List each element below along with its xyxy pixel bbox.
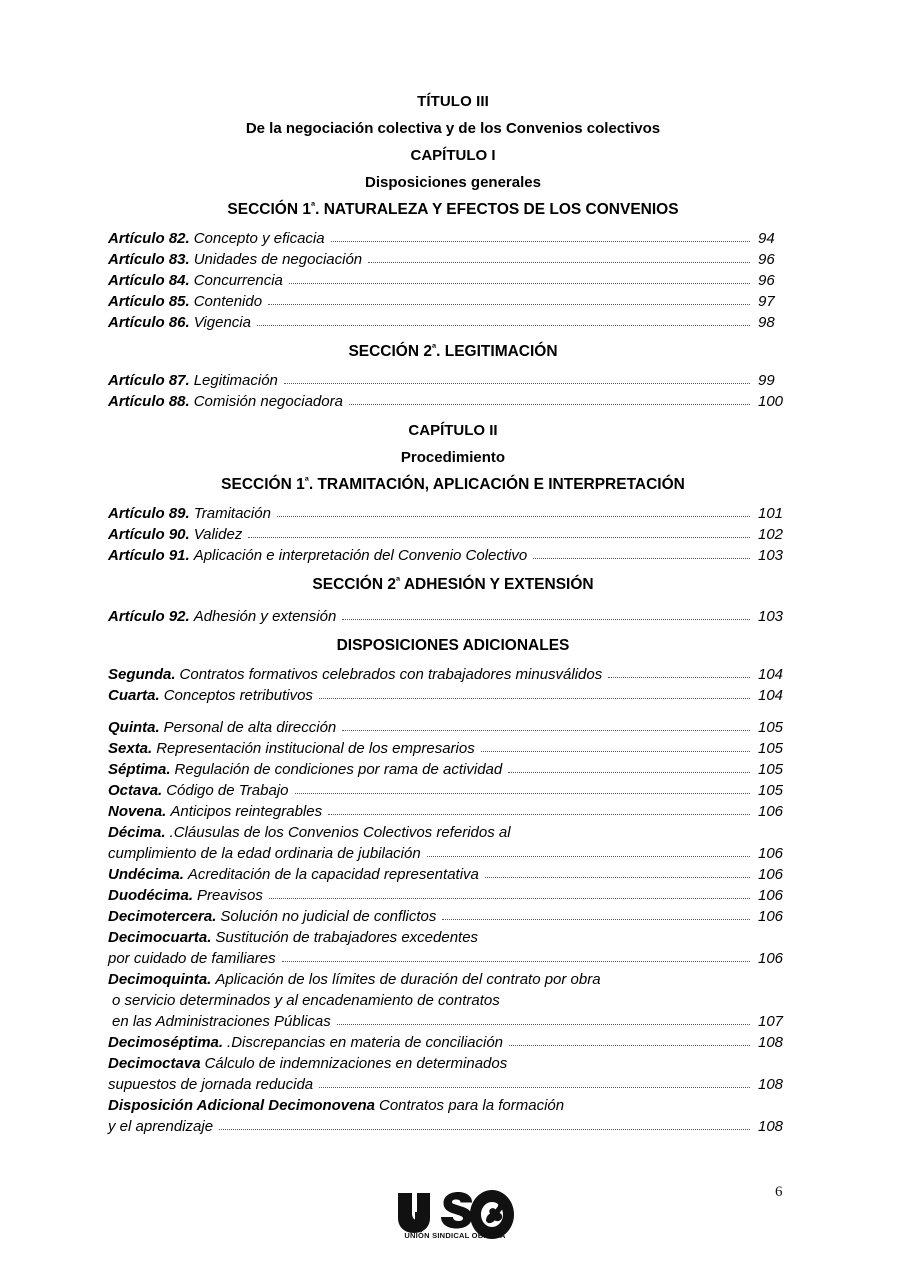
toc-entry-line: [108, 1011, 798, 1032]
entry-page-number: 108: [758, 1034, 784, 1051]
toc-entry-line: [108, 948, 798, 969]
entry-description: Conceptos retributivos: [163, 687, 313, 704]
entry-group-segunda-cuarta: [108, 664, 798, 706]
entry-description-line-1: .Cláusulas de los Convenios Colectivos referidos al: [169, 824, 511, 841]
uso-logo-mark: [396, 1190, 514, 1240]
toc-entry[interactable]: [108, 717, 798, 738]
toc-entry-decimoctava[interactable]: [108, 1053, 798, 1095]
entry-label: Artículo 88.: [108, 393, 190, 410]
toc-entry[interactable]: [108, 780, 798, 801]
chapter-1-subheading: Disposiciones generales: [365, 174, 541, 191]
entry-label: Octava.: [108, 782, 163, 799]
entry-page-number: 96: [758, 272, 775, 289]
entry-description-line-2: y el aprendizaje: [108, 1118, 214, 1135]
entry-label: Disposición Adicional Decimonovena: [108, 1097, 375, 1114]
chapter-2-heading: CAPÍTULO II: [408, 422, 498, 439]
dot-leader: [328, 801, 750, 816]
entry-page-number: 103: [758, 608, 784, 625]
entry-page-number: 103: [758, 547, 784, 564]
dot-leader: [282, 948, 750, 963]
entry-label: Artículo 87.: [108, 372, 190, 389]
entry-description: Validez: [193, 526, 243, 543]
toc-entry[interactable]: [108, 906, 798, 927]
dot-leader: [485, 864, 750, 879]
toc-entry-line: [108, 1095, 798, 1116]
entry-page-number: 108: [758, 1076, 784, 1093]
entry-page-number: 105: [758, 740, 784, 757]
dot-leader: [277, 503, 750, 518]
section-rest: . TRAMITACIÓN, APLICACIÓN E INTERPRETACIÓN: [308, 476, 685, 493]
dot-leader: [342, 606, 750, 621]
entry-label: Segunda.: [108, 666, 176, 683]
page-number: 6: [775, 1184, 783, 1200]
entry-page-number: 99: [758, 372, 775, 389]
entry-description: Legitimación: [193, 372, 278, 389]
toc-entry-line: [108, 969, 798, 990]
toc-entry[interactable]: [108, 685, 798, 706]
toc-entry-line: [108, 822, 798, 843]
entry-label: Artículo 91.: [108, 547, 190, 564]
toc-entry[interactable]: [108, 503, 798, 524]
entry-description-line-2: cumplimiento de la edad ordinaria de jubilación: [108, 845, 421, 862]
toc-entry-line: [108, 990, 798, 1011]
dot-leader: [442, 906, 750, 921]
entry-group-articulo-92: [108, 606, 798, 627]
entry-page-number: 106: [758, 950, 784, 967]
entry-page-number: 102: [758, 526, 784, 543]
title-heading: TÍTULO III: [417, 93, 489, 110]
entry-label: Artículo 82.: [108, 230, 190, 247]
dot-leader: [508, 759, 750, 774]
dot-leader: [349, 391, 750, 406]
toc-entry[interactable]: [108, 524, 798, 545]
section-prefix: SECCIÓN 1: [221, 476, 305, 493]
section-rest: . NATURALEZA Y EFECTOS DE LOS CONVENIOS: [315, 201, 679, 218]
section-rest: ADHESIÓN Y EXTENSIÓN: [400, 576, 594, 593]
entry-group-quinta-novena: [108, 717, 798, 822]
entry-page-number: 98: [758, 314, 775, 331]
entry-description: Vigencia: [193, 314, 251, 331]
toc-entry[interactable]: [108, 312, 798, 333]
entry-group-articulos-82-86: [108, 228, 798, 333]
entry-description: Regulación de condiciones por rama de actividad: [174, 761, 503, 778]
entry-page-number: 106: [758, 803, 784, 820]
entry-label: Decimoséptima.: [108, 1034, 224, 1051]
entry-page-number: 104: [758, 687, 784, 704]
entry-label: Artículo 90.: [108, 526, 190, 543]
dot-leader: [368, 249, 750, 264]
chapter-1-heading: CAPÍTULO I: [410, 147, 496, 164]
entry-page-number: 105: [758, 719, 784, 736]
entry-page-number: 96: [758, 251, 775, 268]
entry-label: Artículo 84.: [108, 272, 190, 289]
section-prefix: SECCIÓN 2: [312, 576, 396, 593]
toc-entry-decimonovena[interactable]: [108, 1095, 798, 1137]
entry-group-undecima-decimotercera: [108, 864, 798, 927]
toc-entry-line: [108, 1074, 798, 1095]
entry-label: Sexta.: [108, 740, 153, 757]
entry-description: .Discrepancias en materia de conciliación: [227, 1034, 504, 1051]
dot-leader: [331, 228, 750, 243]
dot-leader: [427, 843, 750, 858]
section-heading-naturaleza: [108, 196, 798, 224]
entry-label: Cuarta.: [108, 687, 160, 704]
entry-description: Representación institucional de los empresarios: [156, 740, 475, 757]
entry-page-number: 106: [758, 908, 784, 925]
uso-logo-tagline: UNIÓN SINDICAL OBRERA: [404, 1231, 506, 1240]
uso-logo: [396, 1190, 514, 1240]
entry-page-number: 108: [758, 1118, 784, 1135]
entry-description-line-2: por cuidado de familiares: [108, 950, 276, 967]
entry-page-number: 101: [758, 505, 784, 522]
entry-description: Preavisos: [197, 887, 263, 904]
entry-label: Novena.: [108, 803, 167, 820]
toc-entry[interactable]: [108, 228, 798, 249]
entry-label: Decimocuarta.: [108, 929, 212, 946]
entry-description: Contratos formativos celebrados con trabajadores minusválidos: [179, 666, 603, 683]
toc-entry[interactable]: [108, 864, 798, 885]
dot-leader: [284, 370, 750, 385]
dot-leader: [608, 664, 750, 679]
entry-page-number: 105: [758, 761, 784, 778]
toc-entry[interactable]: [108, 370, 798, 391]
entry-label: Artículo 92.: [108, 608, 190, 625]
entry-description-line-1: Sustitución de trabajadores excedentes: [215, 929, 479, 946]
entry-description: Comisión negociadora: [193, 393, 343, 410]
toc-entry[interactable]: [108, 606, 798, 627]
toc-entry-decima[interactable]: [108, 822, 798, 864]
dot-leader: [337, 1011, 750, 1026]
entry-label: Quinta.: [108, 719, 160, 736]
entry-description-line-1: Cálculo de indemnizaciones en determinados: [204, 1055, 508, 1072]
entry-description: Solución no judicial de conflictos: [220, 908, 437, 925]
entry-page-number: 106: [758, 845, 784, 862]
dot-leader: [268, 291, 750, 306]
entry-description: Anticipos reintegrables: [170, 803, 323, 820]
entry-description-line-1: Aplicación de los límites de duración del contrato por obra: [215, 971, 601, 988]
entry-description-line-2: supuestos de jornada reducida: [108, 1076, 314, 1093]
section-heading-legitimacion: [108, 338, 798, 366]
entry-description: Personal de alta dirección: [163, 719, 337, 736]
chapter-2-subheading: Procedimiento: [400, 449, 506, 466]
entry-description-line-2: o servicio determinados y al encadenamiento de contratos: [112, 992, 500, 1009]
toc-entry[interactable]: [108, 270, 798, 291]
dot-leader: [481, 738, 750, 753]
entry-page-number: 106: [758, 887, 784, 904]
entry-page-number: 105: [758, 782, 784, 799]
disposiciones-adicionales-heading: DISPOSICIONES ADICIONALES: [336, 637, 570, 654]
toc-entry[interactable]: [108, 291, 798, 312]
toc-entry[interactable]: [108, 885, 798, 906]
section-heading-adhesion: [108, 571, 798, 599]
toc-entry-decimoquinta[interactable]: [108, 969, 798, 1032]
entry-page-number: 106: [758, 866, 784, 883]
toc-entry-line: [108, 927, 798, 948]
entry-label: Artículo 86.: [108, 314, 190, 331]
dot-leader: [533, 545, 750, 560]
title-subheading: De la negociación colectiva y de los Convenios colectivos: [245, 120, 661, 137]
section-heading-tramitacion: [108, 471, 798, 499]
toc-entry-line: [108, 843, 798, 864]
toc-entry-line: [108, 1053, 798, 1074]
entry-description: Contenido: [193, 293, 263, 310]
toc-entry-line: [108, 1116, 798, 1137]
entry-description: Tramitación: [193, 505, 271, 522]
entry-description-line-3: en las Administraciones Públicas: [112, 1013, 331, 1030]
section-prefix: SECCIÓN 1: [227, 201, 311, 218]
entry-label: Decimotercera.: [108, 908, 217, 925]
entry-description: Código de Trabajo: [166, 782, 289, 799]
dot-leader: [257, 312, 750, 327]
entry-label: Décima.: [108, 824, 166, 841]
entry-label: Artículo 89.: [108, 505, 190, 522]
entry-description-line-1: Contratos para la formación: [379, 1097, 565, 1114]
table-of-contents: [108, 88, 798, 1137]
dot-leader: [219, 1116, 750, 1131]
spacer: [108, 599, 798, 606]
section-rest: . LEGITIMACIÓN: [436, 343, 558, 360]
toc-entry-decimocuarta[interactable]: [108, 927, 798, 969]
dot-leader: [342, 717, 750, 732]
entry-page-number: 94: [758, 230, 775, 247]
entry-description: Acreditación de la capacidad representativa: [187, 866, 479, 883]
ordinal-superscript: ª: [432, 342, 437, 355]
entry-group-articulos-89-91: [108, 503, 798, 566]
entry-description: Unidades de negociación: [193, 251, 363, 268]
entry-description: Concepto y eficacia: [193, 230, 325, 247]
dot-leader: [248, 524, 750, 539]
entry-page-number: 97: [758, 293, 775, 310]
entry-page-number: 107: [758, 1013, 784, 1030]
entry-page-number: 100: [758, 393, 784, 410]
entry-group-articulos-87-88: [108, 370, 798, 412]
entry-label: Séptima.: [108, 761, 171, 778]
ordinal-superscript: ª: [304, 475, 309, 488]
toc-entry[interactable]: [108, 801, 798, 822]
dot-leader: [509, 1032, 750, 1047]
spacer: [108, 706, 798, 717]
ordinal-superscript: ª: [395, 575, 401, 588]
entry-page-number: 104: [758, 666, 784, 683]
ordinal-superscript: ª: [310, 200, 316, 213]
entry-label: Undécima.: [108, 866, 184, 883]
dot-leader: [269, 885, 750, 900]
dot-leader: [319, 685, 750, 700]
entry-label: Artículo 85.: [108, 293, 190, 310]
toc-entry[interactable]: [108, 759, 798, 780]
dot-leader: [295, 780, 750, 795]
entry-description: Adhesión y extensión: [193, 608, 337, 625]
entry-label: Decimoctava: [108, 1055, 201, 1072]
toc-entry[interactable]: [108, 249, 798, 270]
toc-entry[interactable]: [108, 664, 798, 685]
section-prefix: SECCIÓN 2: [348, 343, 432, 360]
entry-label: Decimoquinta.: [108, 971, 212, 988]
entry-description: Aplicación e interpretación del Convenio Colectivo: [193, 547, 528, 564]
toc-entry[interactable]: [108, 391, 798, 412]
entry-description: Concurrencia: [193, 272, 283, 289]
toc-entry-decimoseptima[interactable]: [108, 1032, 798, 1053]
toc-entry[interactable]: [108, 545, 798, 566]
dot-leader: [319, 1074, 750, 1089]
entry-label: Artículo 83.: [108, 251, 190, 268]
entry-label: Duodécima.: [108, 887, 194, 904]
dot-leader: [289, 270, 750, 285]
toc-entry[interactable]: [108, 738, 798, 759]
